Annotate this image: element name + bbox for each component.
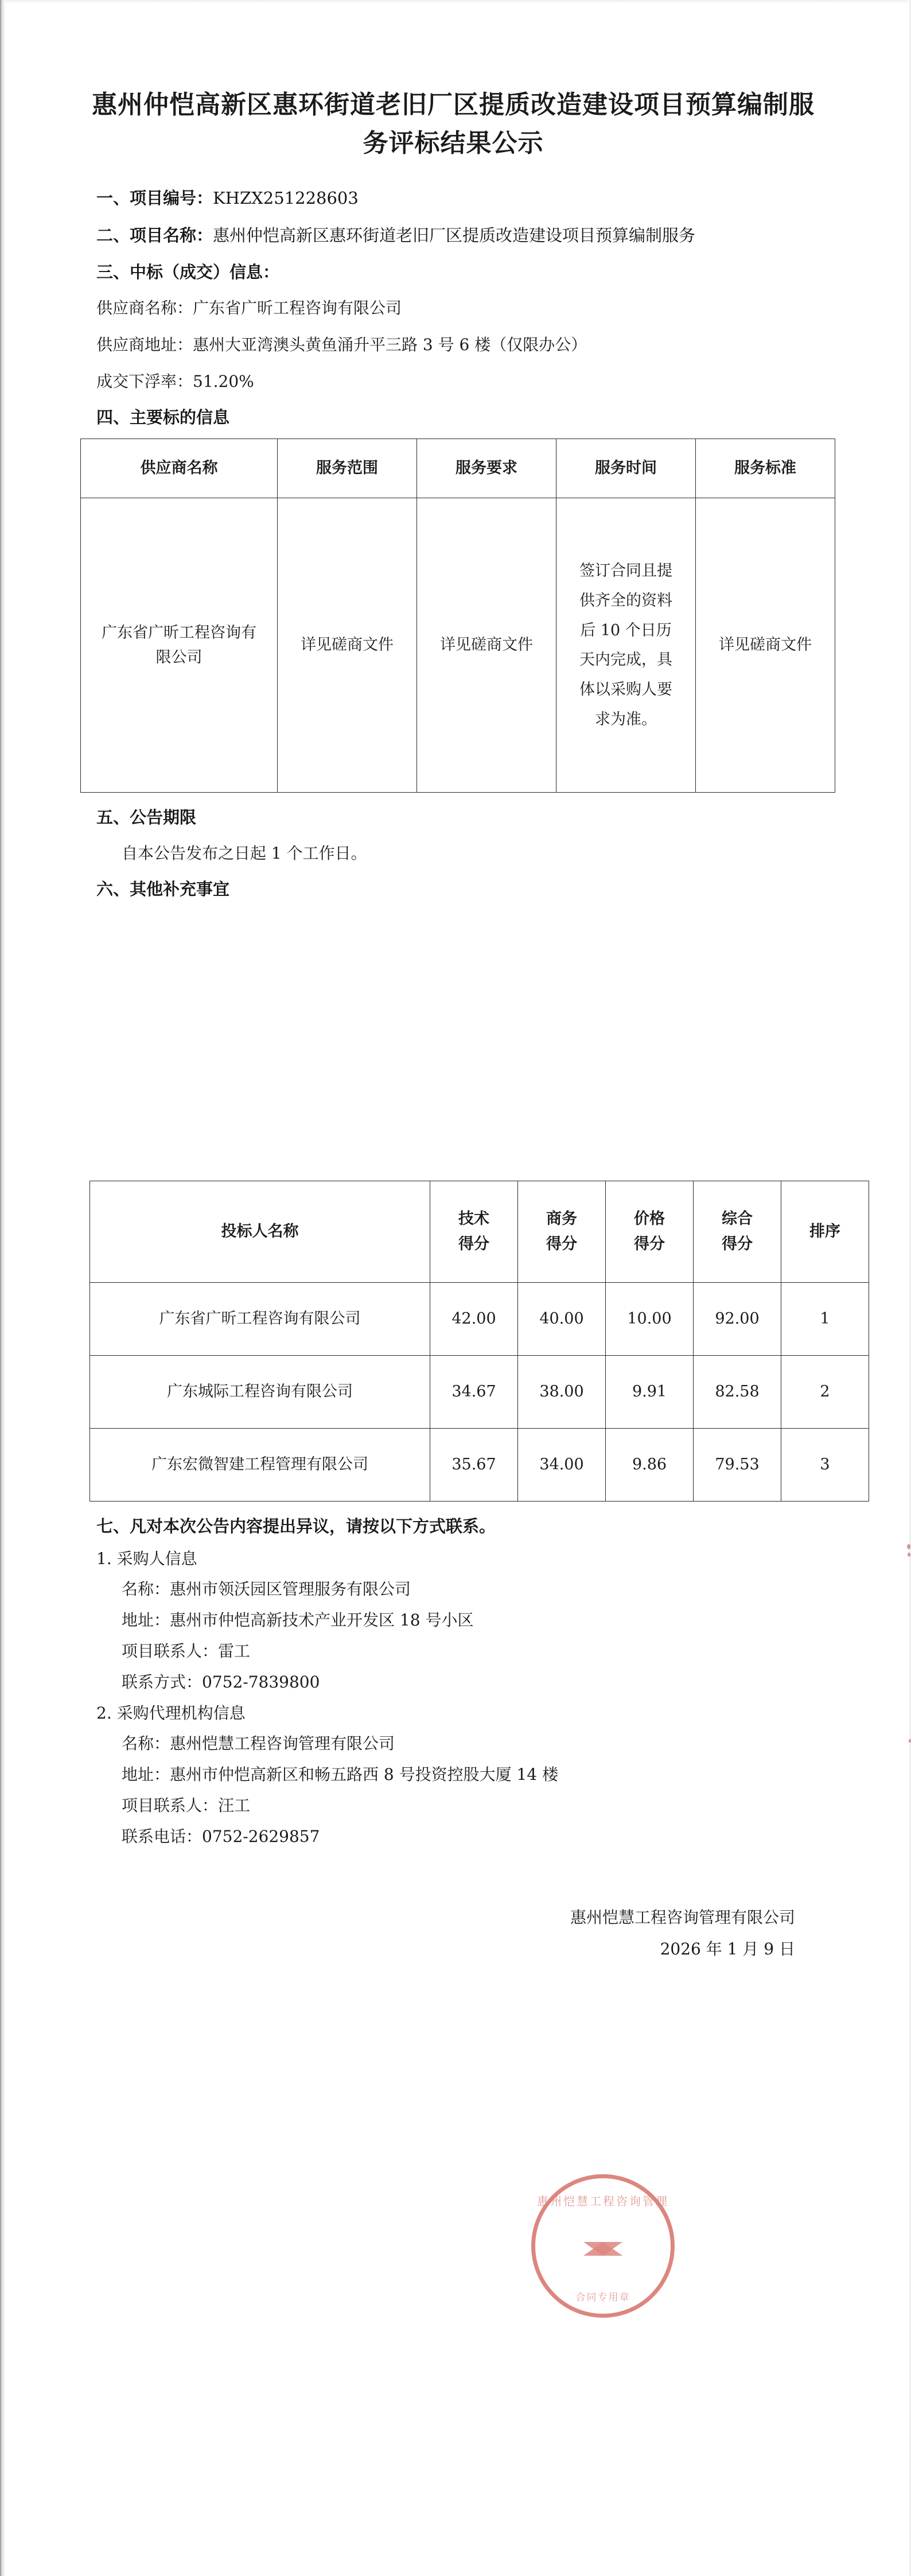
supplier-address-line	[68, 334, 848, 356]
supplier-name-line	[68, 297, 848, 319]
project-number-value: KHZX251228603	[213, 188, 359, 208]
agency-name-value: 惠州恺慧工程咨询管理有限公司	[170, 1734, 395, 1753]
seal-star-icon	[583, 2242, 622, 2256]
purchaser-name-line	[68, 1578, 848, 1600]
document-content	[68, 0, 848, 1965]
table-header-row	[90, 1181, 869, 1282]
cell-total-score: 82.58	[694, 1355, 781, 1428]
table-row	[90, 1282, 869, 1355]
main-subject-table	[80, 439, 835, 793]
cell-total-score: 92.00	[694, 1282, 781, 1355]
agency-address-label: 地址：	[122, 1765, 170, 1784]
purchaser-contact-label: 项目联系人：	[122, 1641, 219, 1661]
cell-price-score: 9.86	[606, 1428, 694, 1501]
agency-address-line	[68, 1764, 848, 1786]
project-name-value: 惠州仲恺高新区惠环街道老旧厂区提质改造建设项目预算编制服务	[213, 225, 696, 245]
cell-total-score: 79.53	[694, 1428, 781, 1501]
section-award-info-heading: 三、中标（成交）信息：	[96, 262, 280, 282]
col-header-service-standard: 服务标准	[696, 439, 835, 498]
col-header-technical-score	[430, 1181, 518, 1282]
section-project-name-label: 二、项目名称：	[96, 225, 213, 245]
purchaser-address-label: 地址：	[122, 1611, 170, 1630]
signature-block	[68, 1902, 848, 1965]
cell-supplier-name	[81, 498, 278, 793]
agency-phone-label: 联系电话：	[122, 1826, 203, 1846]
cell-bidder-name: 广东省广昕工程咨询有限公司	[90, 1282, 430, 1355]
col-header-service-requirement: 服务要求	[417, 439, 556, 498]
table-row	[81, 498, 835, 793]
cell-price-score: 9.91	[606, 1355, 694, 1428]
col-header-total-top: 综合	[722, 1209, 753, 1228]
purchaser-name-value: 惠州市领沃园区管理服务有限公司	[170, 1580, 411, 1599]
section-other-matters-heading: 六、其他补充事宜	[96, 879, 230, 899]
agency-name-line	[68, 1733, 848, 1755]
section-main-subject-heading: 四、主要标的信息	[96, 407, 230, 427]
section-project-name	[68, 226, 848, 246]
supplier-address-value: 惠州大亚湾澳头黄鱼涌升平三路 3 号 6 楼（仅限办公）	[193, 335, 587, 354]
purchaser-contact-line	[68, 1640, 848, 1662]
cell-price-score: 10.00	[606, 1282, 694, 1355]
purchaser-address-value: 惠州市仲恺高新技术产业开发区 18 号小区	[170, 1611, 474, 1630]
cell-service-time	[556, 498, 696, 793]
company-seal-stamp	[531, 2174, 675, 2318]
score-table	[89, 1181, 869, 1502]
col-header-business-top: 商务	[546, 1209, 577, 1228]
col-header-price-top: 价格	[634, 1209, 665, 1228]
discount-rate-value: 51.20%	[193, 371, 254, 391]
scan-speck	[909, 1739, 911, 1743]
col-header-business-bottom: 得分	[546, 1235, 577, 1253]
col-header-service-scope: 服务范围	[278, 439, 417, 498]
cell-service-time-text: 签订合同且提供齐全的资料后 10 个日历天内完成，具体以采购人要求为准。	[579, 561, 672, 728]
section-announcement-period-heading: 五、公告期限	[96, 808, 197, 828]
col-header-bidder-name: 投标人名称	[90, 1181, 430, 1282]
cell-technical-score: 34.67	[430, 1355, 518, 1428]
cell-service-standard	[696, 498, 835, 793]
blank-spacer	[68, 899, 848, 1181]
purchaser-phone-value: 0752-7839800	[202, 1672, 320, 1692]
agency-info-heading: 2. 采购代理机构信息	[96, 1703, 246, 1722]
col-header-total-bottom: 得分	[722, 1235, 753, 1253]
purchaser-name-label: 名称：	[122, 1580, 170, 1599]
discount-rate-line	[68, 371, 848, 393]
seal-bottom-text: 合同专用章	[575, 2292, 630, 2303]
cell-business-score: 40.00	[518, 1282, 606, 1355]
col-header-business-score	[518, 1181, 606, 1282]
col-header-technical-bottom: 得分	[458, 1235, 489, 1253]
discount-rate-label: 成交下浮率：	[96, 371, 193, 391]
section-objection-heading: 七、凡对本次公告内容提出异议，请按以下方式联系。	[96, 1516, 496, 1536]
cell-business-score: 34.00	[518, 1428, 606, 1501]
seal-top-text: 惠州恺慧工程咨询管理	[537, 2194, 669, 2208]
cell-technical-score: 35.67	[430, 1428, 518, 1501]
agency-name-label: 名称：	[122, 1734, 170, 1753]
section-project-number-label: 一、项目编号：	[96, 188, 213, 208]
col-header-price-bottom: 得分	[634, 1235, 665, 1253]
cell-technical-score: 42.00	[430, 1282, 518, 1355]
agency-contact-label: 项目联系人：	[122, 1795, 219, 1815]
cell-rank: 2	[781, 1355, 869, 1428]
signature-date: 2026 年 1 月 9 日	[660, 1939, 795, 1959]
scan-speck	[908, 1553, 910, 1557]
page-title: 惠州仲恺高新区惠环街道老旧厂区提质改造建设项目预算编制服务评标结果公示	[92, 90, 815, 158]
supplier-name-value: 广东省广昕工程咨询有限公司	[193, 298, 402, 318]
table-row	[90, 1428, 869, 1501]
col-header-rank: 排序	[781, 1181, 869, 1282]
table-header-row	[81, 439, 835, 498]
col-header-price-score	[606, 1181, 694, 1282]
cell-service-standard-text: 详见磋商文件	[719, 636, 812, 654]
purchaser-phone-label: 联系方式：	[122, 1672, 203, 1692]
signature-organization: 惠州恺慧工程咨询管理有限公司	[570, 1908, 795, 1927]
table-row	[90, 1355, 869, 1428]
supplier-address-label: 供应商地址：	[96, 335, 193, 354]
cell-bidder-name: 广东城际工程咨询有限公司	[90, 1355, 430, 1428]
cell-service-scope	[278, 498, 417, 793]
agency-contact-line	[68, 1795, 848, 1817]
col-header-total-score	[694, 1181, 781, 1282]
scan-edge-right	[908, 0, 911, 2576]
cell-service-requirement	[417, 498, 556, 793]
cell-rank: 3	[781, 1428, 869, 1501]
cell-business-score: 38.00	[518, 1355, 606, 1428]
scan-edge-left	[0, 0, 6, 2576]
col-header-service-time: 服务时间	[556, 439, 696, 498]
cell-service-requirement-text: 详见磋商文件	[440, 636, 533, 654]
cell-service-scope-text: 详见磋商文件	[301, 636, 394, 654]
cell-supplier-name-text: 广东省广昕工程咨询有限公司	[102, 623, 256, 667]
agency-contact-value: 汪工	[218, 1795, 251, 1815]
agency-phone-line	[68, 1826, 848, 1848]
purchaser-address-line	[68, 1609, 848, 1631]
agency-phone-value: 0752-2629857	[202, 1826, 320, 1846]
announcement-period-body: 自本公告发布之日起 1 个工作日。	[122, 844, 367, 863]
col-header-technical-top: 技术	[458, 1209, 489, 1228]
cell-bidder-name: 广东宏微智建工程管理有限公司	[90, 1428, 430, 1501]
cell-rank: 1	[781, 1282, 869, 1355]
purchaser-info-heading: 1. 采购人信息	[96, 1549, 197, 1568]
col-header-supplier-name: 供应商名称	[81, 439, 278, 498]
scan-speck	[907, 1544, 910, 1549]
purchaser-phone-line	[68, 1671, 848, 1693]
agency-address-value: 惠州市仲恺高新区和畅五路西 8 号投资控股大厦 14 楼	[170, 1765, 559, 1784]
supplier-name-label: 供应商名称：	[96, 298, 193, 318]
purchaser-contact-value: 雷工	[218, 1641, 251, 1661]
section-project-number	[68, 188, 848, 208]
